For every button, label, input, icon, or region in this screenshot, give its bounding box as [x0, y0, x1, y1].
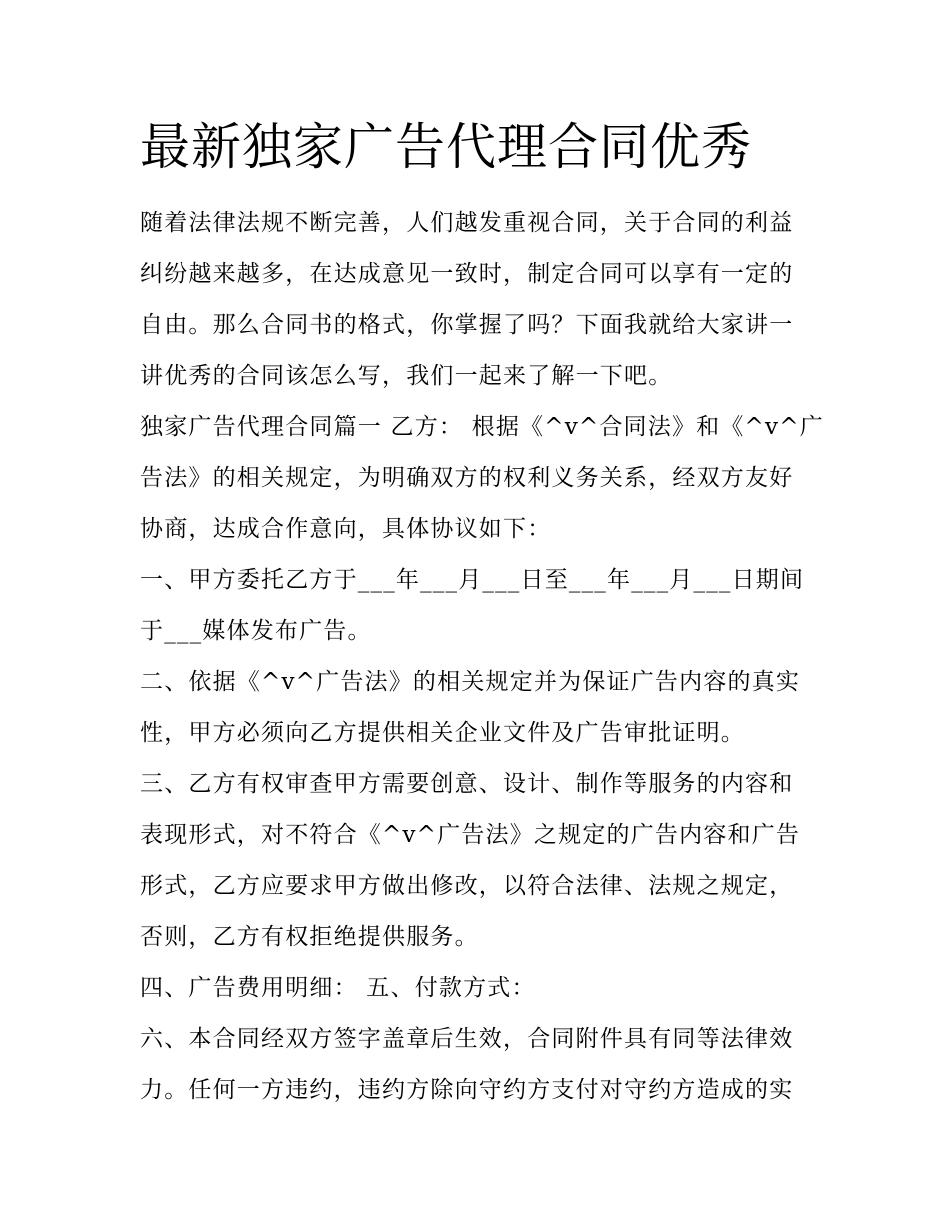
body-line: 形式，乙方应要求甲方做出修改，以符合法律、法规之规定， [140, 873, 794, 899]
body-line: 独家广告代理合同篇一 乙方： 根据《^v^合同法》和《^v^广 [140, 414, 824, 440]
body-line: 告法》的相关规定，为明确双方的权利义务关系，经双方友好 [140, 465, 794, 491]
document-title: 最新独家广告代理合同优秀 [140, 118, 752, 176]
body-line: 否则，乙方有权拒绝提供服务。 [140, 924, 479, 950]
body-line: 二、依据《^v^广告法》的相关规定并为保证广告内容的真实 [140, 669, 801, 695]
body-line: 六、本合同经双方签字盖章后生效，合同附件具有同等法律效 [140, 1026, 794, 1052]
body-line: 纠纷越来越多，在达成意见一致时，制定合同可以享有一定的 [140, 261, 794, 287]
body-line: 协商，达成合作意向，具体协议如下： [140, 516, 552, 542]
document-body [140, 198, 824, 1116]
body-line: 自由。那么合同书的格式，你掌握了吗？下面我就给大家讲一 [140, 312, 794, 338]
body-line: 表现形式，对不符合《^v^广告法》之规定的广告内容和广告 [140, 822, 801, 848]
body-line: 随着法律法规不断完善，人们越发重视合同，关于合同的利益 [140, 210, 794, 236]
body-line: 讲优秀的合同该怎么写，我们一起来了解一下吧。 [140, 363, 673, 389]
body-line: 于___媒体发布广告。 [140, 618, 372, 644]
body-line: 三、乙方有权审查甲方需要创意、设计、制作等服务的内容和 [140, 771, 794, 797]
body-line: 一、甲方委托乙方于___年___月___日至___年___月___日期间 [140, 567, 805, 593]
body-line: 性，甲方必须向乙方提供相关企业文件及广告审批证明。 [140, 720, 745, 746]
body-line: 四、广告费用明细： 五、付款方式： [140, 975, 536, 1001]
body-line: 力。任何一方违约，违约方除向守约方支付对守约方造成的实 [140, 1077, 794, 1103]
